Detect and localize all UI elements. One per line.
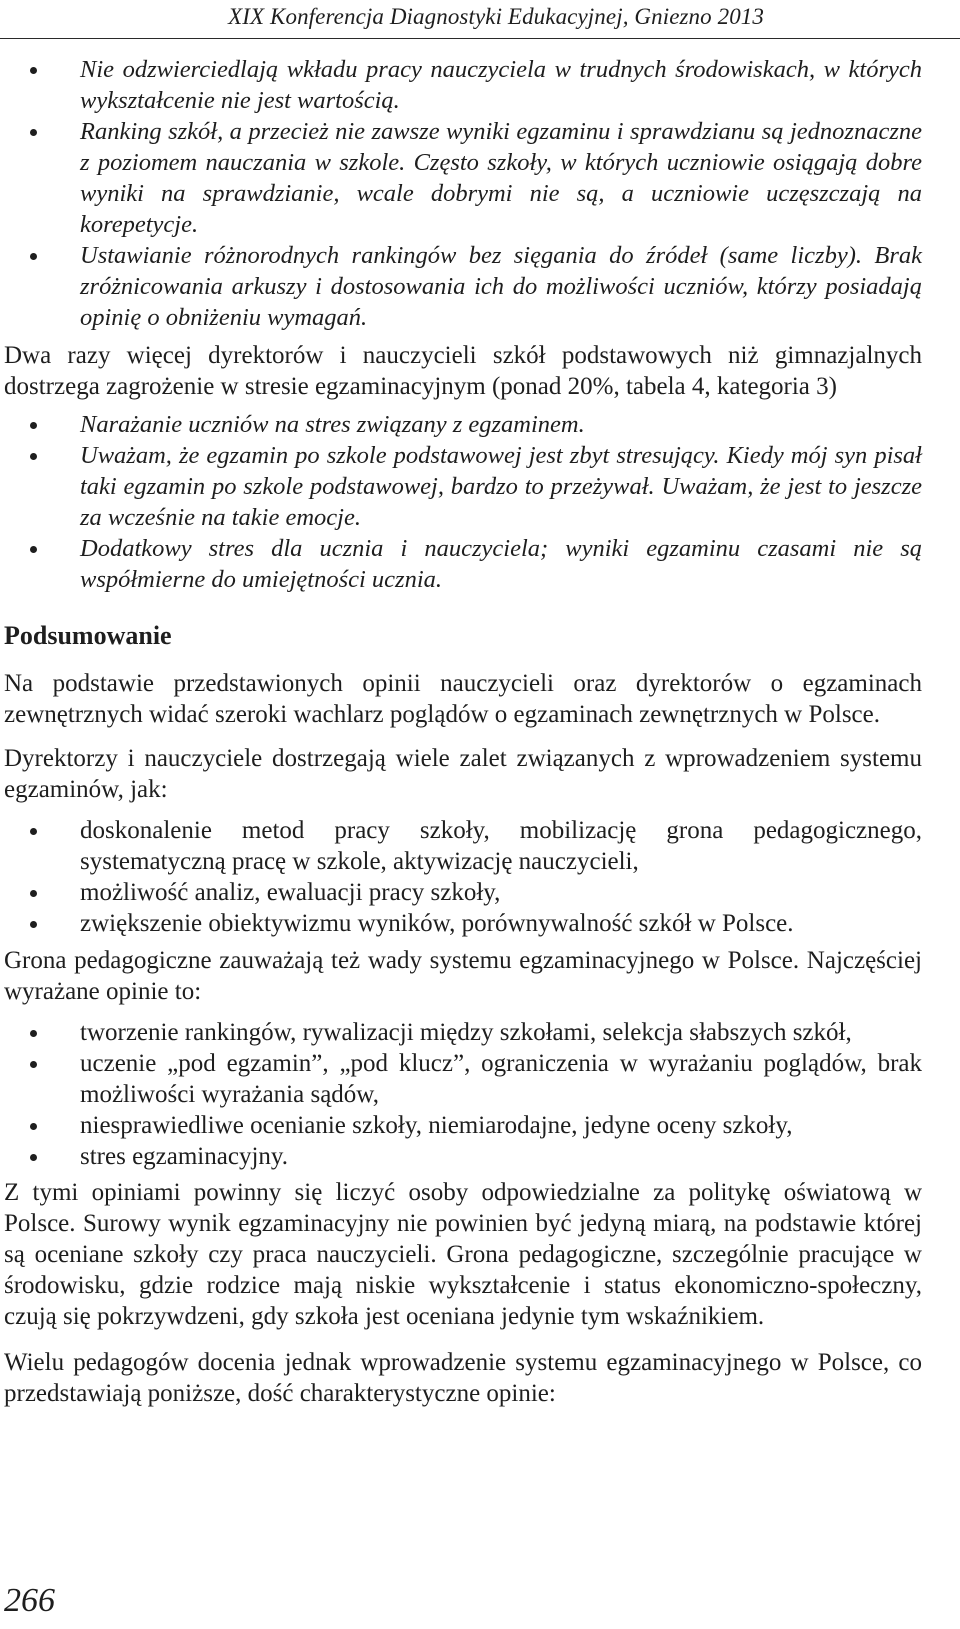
quote-item: Ranking szkół, a przecież nie zawsze wyniki egzaminu i sprawdzianu są jednoznaczne z poziomem nauczania w szkole. Często szkoły, w których uczniowie osiągają dobre wyniki na sprawdzianie, wcale dobrymi nie są, a uczniowie uczęszczają na korepetycje. <box>4 116 922 240</box>
list-item: zwiększenie obiektywizmu wyników, porównywalność szkół w Polsce. <box>4 908 922 939</box>
running-header <box>0 0 960 44</box>
quote-item: Uważam, że egzamin po szkole podstawowej jest zbyt stresujący. Kiedy mój syn pisał taki egzamin po szkole podstawowej, bardzo to przeżywał. Uważam, że jest to jeszcze za wcześnie na takie emocje. <box>4 440 922 533</box>
page-number: 266 <box>4 1582 55 1619</box>
quote-list-stress <box>4 409 922 595</box>
list-item: doskonalenie metod pracy szkoły, mobilizację grona pedagogicznego, systematyczną pracę w szkole, aktywizację nauczycieli, <box>4 815 922 877</box>
conference-title: XIX Konferencja Diagnostyki Edukacyjnej, Gniezno 2013 <box>228 4 764 29</box>
header-rule <box>0 38 960 39</box>
advantages-list <box>4 815 922 939</box>
list-item: uczenie „pod egzamin”, „pod klucz”, ograniczenia w wyrażaniu poglądów, brak możliwości wyrażania sądów, <box>4 1048 922 1110</box>
paragraph-positive-opinions: Wielu pedagogów docenia jednak wprowadzenie systemu egzaminacyjnego w Polsce, co przedstawiają poniższe, dość charakterystyczne opinie: <box>4 1349 922 1407</box>
paragraph-stress-intro: Dwa razy więcej dyrektorów i nauczycieli szkół podstawowych niż gimnazjalnych dostrzega zagrożenie w stresie egzaminacyjnym (ponad 20%, tabela 4, kategoria 3) <box>4 342 922 400</box>
list-item: tworzenie rankingów, rywalizacji między szkołami, selekcja słabszych szkół, <box>4 1017 922 1048</box>
list-item: możliwość analiz, ewaluacji pracy szkoły, <box>4 877 922 908</box>
quote-item: Dodatkowy stres dla ucznia i nauczyciela; wyniki egzaminu czasami nie są współmierne do umiejętności ucznia. <box>4 533 922 595</box>
quote-list-disadvantages <box>4 54 922 333</box>
quote-item: Narażanie uczniów na stres związany z egzaminem. <box>4 409 922 440</box>
paragraph-disadvantages-intro: Grona pedagogiczne zauważają też wady systemu egzaminacyjnego w Polsce. Najczęściej wyrażane opinie to: <box>4 947 922 1005</box>
quote-item: Ustawianie różnorodnych rankingów bez sięgania do źródeł (same liczby). Brak zróżnicowania arkuszy i dostosowania ich do możliwości uczniów, którzy posiadają opinię o obniżeniu wymagań. <box>4 240 922 333</box>
list-item: niesprawiedliwe ocenianie szkoły, niemiarodajne, jedyne oceny szkoły, <box>4 1110 922 1141</box>
list-item: stres egzaminacyjny. <box>4 1141 922 1172</box>
page-body <box>4 54 922 1409</box>
section-heading: Podsumowanie <box>4 621 172 650</box>
paragraph-policy: Z tymi opiniami powinny się liczyć osoby odpowiedzialne za politykę oświatową w Polsce. Surowy wynik egzaminacyjny nie powinien być jedyną miarą, na podstawie której są oceniane szkoły czy praca nauczycieli. Grona pedagogiczne, szczególnie pracujące w środowisku, gdzie rodzice mają niskie wykształcenie i status ekonomiczno-społeczny, czują się pokrzywdzeni, gdy szkoła jest oceniana jedynie tym wskaźnikiem. <box>4 1179 922 1330</box>
quote-item: Nie odzwierciedlają wkładu pracy nauczyciela w trudnych środowiskach, w których wykształcenie nie jest wartością. <box>4 54 922 116</box>
disadvantages-list <box>4 1017 922 1172</box>
paragraph-advantages-intro: Dyrektorzy i nauczyciele dostrzegają wiele zalet związanych z wprowadzeniem systemu egzaminów, jak: <box>4 745 922 803</box>
paragraph-summary: Na podstawie przedstawionych opinii nauczycieli oraz dyrektorów o egzaminach zewnętrznych widać szeroki wachlarz poglądów o egzaminach zewnętrznych w Polsce. <box>4 670 922 728</box>
